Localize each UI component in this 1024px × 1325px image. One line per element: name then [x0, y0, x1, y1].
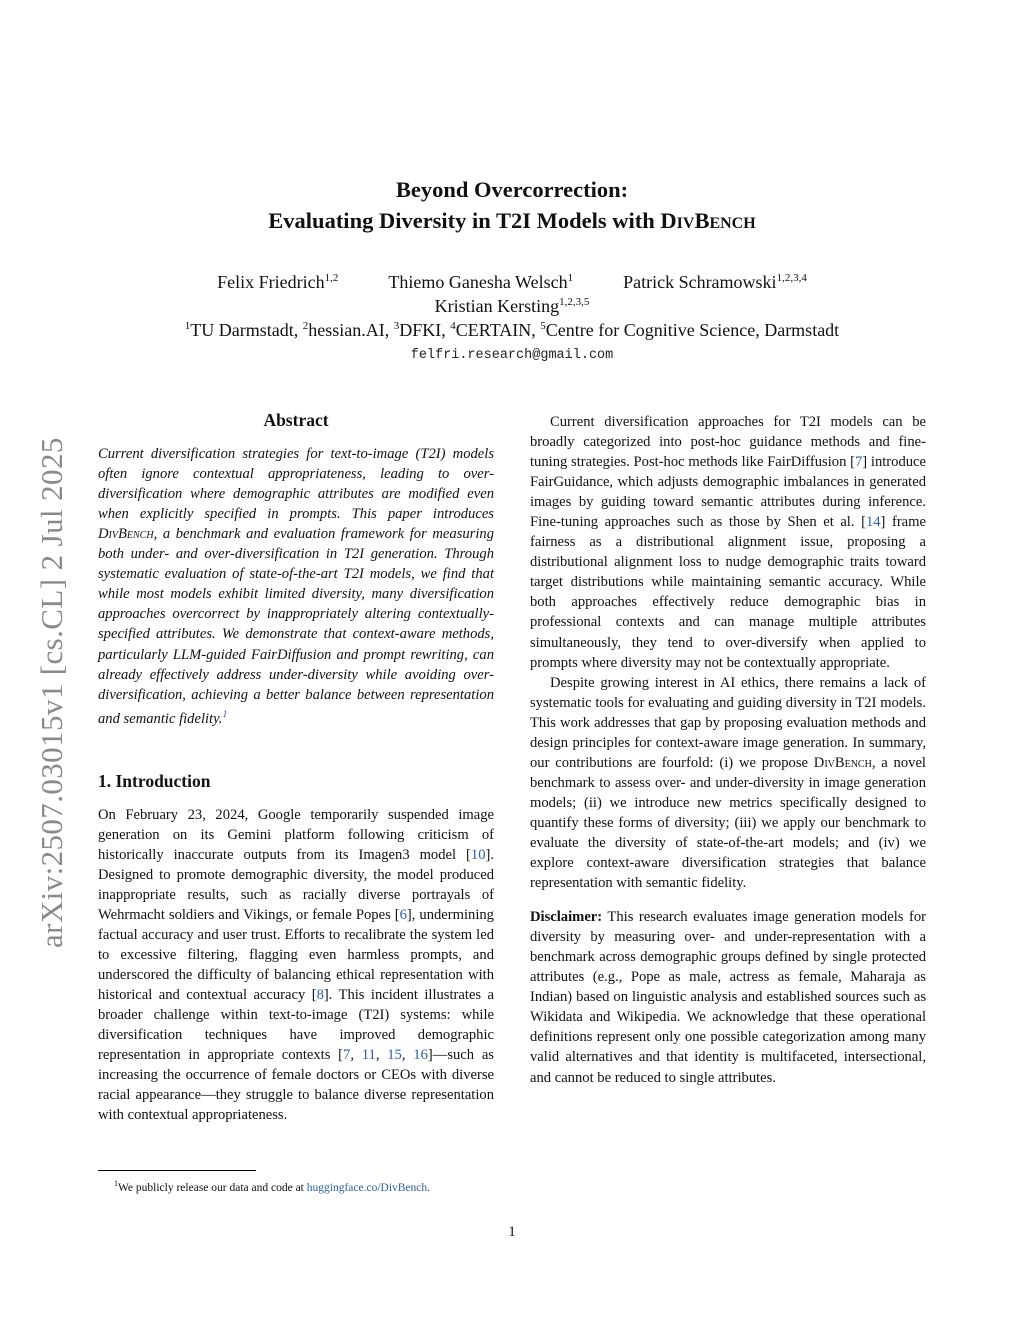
- paragraph-text: Current diversification approaches for T2I models can be broadly categorized into post-hoc guidance methods and fine-tuning strategies. Post-hoc methods like FairDiffusion [: [530, 414, 926, 471]
- footnote: [98, 1176, 494, 1196]
- author-affiliation-mark: 1,2: [324, 272, 339, 284]
- title-line-2: [0, 205, 1024, 236]
- author-row-2: [0, 294, 1024, 318]
- author-block: [0, 270, 1024, 368]
- arxiv-identifier: [30, 388, 70, 948]
- right-column: [530, 412, 926, 1088]
- left-column: [98, 410, 494, 1125]
- abstract-body: [98, 444, 494, 729]
- author: [388, 270, 573, 294]
- affiliation-num: 3: [393, 320, 400, 332]
- abstract-text: Current diversification strategies for text-to-image (T2I) models often ignore contextual appropriateness, leading to over-diversification where demographic attributes are modified even when explicitly specified in prompts. This paper introduces: [98, 446, 494, 523]
- citation-separator: ,: [401, 1047, 414, 1064]
- paragraph-text: Despite growing interest in AI ethics, there remains a lack of systematic tools for evaluating and guiding diversity in T2I models. This work addresses that gap by proposing evaluation methods and design principles for context-aware image generation. In summary, our contributions are fourfold: (i) we propose: [530, 674, 926, 771]
- footnote-divider: [98, 1170, 256, 1171]
- title-line-2-text: Evaluating Diversity in T2I Models with: [268, 208, 661, 233]
- citation-link[interactable]: 7: [854, 454, 863, 471]
- author-affiliation-mark: 1: [567, 272, 574, 284]
- body-paragraph: [530, 673, 926, 894]
- body-paragraph: [530, 412, 926, 673]
- footnote-url-link[interactable]: huggingface.co/DivBench: [306, 1181, 428, 1194]
- paragraph-text: ]. Designed to promote demographic diversity, the model produced inappropriate results, such as racially diverse portrayals of Wehrmacht soldiers and Vikings, or female Popes [: [98, 846, 494, 923]
- abstract-heading: Abstract: [263, 410, 329, 430]
- affiliation-num: 4: [450, 320, 456, 332]
- affiliation-name: TU Darmstadt,: [190, 320, 303, 340]
- affiliation-name: CERTAIN,: [455, 320, 541, 340]
- disclaimer-text: This research evaluates image generation models for diversity by measuring over- and under-representation with a benchmark across demographic groups defined by single protected attributes (e.g., Pope as male, actress as female, Maharaja as Indian) based on linguistic analysis and established sources such as Wikidata and Wikipedia. We acknowledge that these operational definitions represent only one possible categorization among many valid alternatives and that identity is multifaceted, intersectional, and cannot be reduced to single attributes.: [530, 909, 926, 1086]
- affiliation-name: Centre for Cognitive Science, Darmstadt: [545, 320, 840, 340]
- footnote-text: We publicly release our data and code at: [118, 1181, 307, 1194]
- citation-separator: ,: [375, 1047, 388, 1064]
- citation-link[interactable]: 15: [387, 1047, 402, 1064]
- citation-separator: ,: [350, 1047, 362, 1064]
- abstract-text: , a benchmark and evaluation framework for measuring both under- and over-diversification in T2I generation. Through systematic evaluation of state-of-the-art T2I models, we find that while most models exhibit limited diversity, many diversification approaches overcorrect by inappropriately altering contextually-specified attributes. We demonstrate that context-aware methods, particularly LLM-guided FairDiffusion and prompt rewriting, can already effectively address under-diversity while avoiding over-diversification, achieving a better balance between representation and semantic fidelity.: [98, 526, 494, 727]
- affiliation-num: 2: [302, 320, 309, 332]
- affiliation-num: 1: [184, 320, 191, 332]
- citation-link[interactable]: 10: [470, 846, 486, 863]
- paragraph-text: ]—such as increasing the occurrence of female doctors or CEOs with diverse racial appearance—they struggle to balance diverse representation with contextual appropriateness.: [98, 1047, 494, 1124]
- footnote-mark: 1: [114, 1179, 118, 1188]
- paragraph-text: ] frame fairness as a distributional alignment issue, proposing a distributional alignment loss to nudge demographic traits toward target distributions while maintaining semantic accuracy. While both approaches effectively reduce demographic bias in professional contexts and can manage multiple attributes simultaneously, they tend to over-diversify when applied to prompts where diversity may not be contextually appropriate.: [530, 514, 926, 671]
- author-affiliation-mark: 1,2,3,5: [559, 296, 590, 308]
- citation-link[interactable]: 16: [413, 1047, 428, 1064]
- author-name: Patrick Schramowski: [623, 272, 777, 292]
- citation-link[interactable]: 6: [399, 906, 407, 923]
- intro-paragraph: [98, 805, 494, 1126]
- affiliations: [0, 318, 1024, 342]
- disclaimer-paragraph: [530, 907, 926, 1087]
- paragraph-text: On February 23, 2024, Google temporarily suspended image generation on its Gemini platform following criticism of historically inaccurate outputs from its Imagen3 model [: [98, 806, 494, 863]
- benchmark-name: DivBench: [813, 754, 872, 771]
- paper-title: [0, 174, 1024, 236]
- affiliation-name: DFKI,: [399, 320, 451, 340]
- section-heading-introduction: 1. Introduction: [98, 770, 211, 791]
- citation-link[interactable]: 14: [865, 514, 881, 531]
- citation-link[interactable]: 7: [343, 1047, 351, 1064]
- benchmark-name: DivBench: [660, 208, 756, 233]
- affiliation-num: 5: [540, 320, 546, 332]
- paragraph-text: ], undermining factual accuracy and user trust. Efforts to recalibrate the system led to excessive filtering, flagging even harmless prompts, and underscored the difficulty of balancing ethical representation with historical and contextual accuracy [: [98, 906, 494, 1004]
- author-row-1: [0, 270, 1024, 294]
- contact-email[interactable]: felfri.research@gmail.com: [410, 348, 614, 363]
- author: [623, 270, 807, 294]
- affiliation-name: hessian.AI,: [308, 320, 394, 340]
- author-name: Kristian Kersting: [434, 296, 560, 316]
- citation-link[interactable]: 11: [361, 1047, 376, 1064]
- author: [217, 270, 338, 294]
- arxiv-identifier-text: arXiv:2507.03015v1 [cs.CL] 2 Jul 2025: [34, 437, 69, 948]
- paragraph-text: ] introduce FairGuidance, which adjusts demographic imbalances in generated images by guiding toward semantic attributes during inference. Fine-tuning approaches such as those by Shen et al. [: [530, 454, 926, 531]
- benchmark-name: DivBench: [98, 526, 154, 543]
- disclaimer-label: Disclaimer:: [530, 909, 603, 926]
- title-line-1: Beyond Overcorrection:: [395, 177, 629, 202]
- author-affiliation-mark: 1,2,3,4: [776, 272, 807, 284]
- page-number: 1: [508, 1224, 516, 1240]
- footnote-end: .: [427, 1181, 431, 1194]
- paragraph-text: ]. This incident illustrates a broader challenge within text-to-image (T2I) systems: while diversification techniques have improved demographic representation in appropriate contexts [: [98, 987, 494, 1064]
- author-name: Thiemo Ganesha Welsch: [388, 272, 568, 292]
- author-name: Felix Friedrich: [217, 272, 325, 292]
- footnote-link[interactable]: 1: [222, 709, 228, 720]
- citation-link[interactable]: 8: [316, 987, 324, 1004]
- paragraph-text: , a novel benchmark to assess over- and under-diversity in image generation models; (ii) we introduce new metrics specifically designed to quantify these forms of diversity; (iii) we apply our benchmark to evaluate the diversity of state-of-the-art models; and (iv) we explore context-aware diversification strategies that balance representation with semantic fidelity.: [530, 754, 926, 892]
